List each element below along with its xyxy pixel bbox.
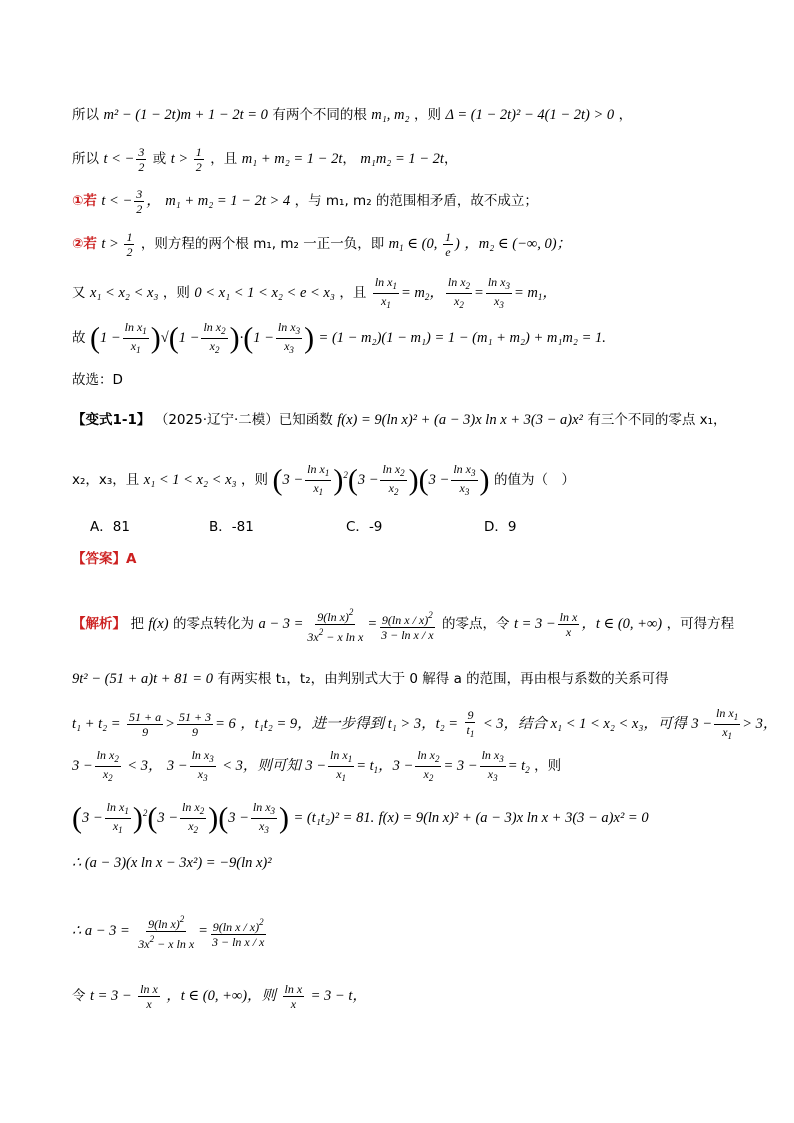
- text: 或: [152, 150, 167, 167]
- text: ，t ∈ (0, +∞)，则: [166, 987, 277, 1004]
- a-expression: a − 3 = $\frac{9(\ln x)^2}{3x^2 - x \ln x}$ = $\frac{9(\ln x / x)^2}{\text{3 − ln x / x}}$: [258, 607, 434, 644]
- text: 有两实根 t₁，t₂，由判别式大于 0 解得 a 的范围，再由根与系数的关系可得: [217, 671, 669, 687]
- result: = (1 − m₂)(1 − m₁) = 1 − (m₁ + m₂) + m₁m₂ = 1.: [318, 329, 606, 346]
- equation: m² − (1 − 2t)m + 1 − 2t = 0: [103, 107, 268, 123]
- answer-tag: 【答案】: [72, 551, 126, 567]
- analysis-line4: 3 − $\frac{\ln x_2}{x_2}$ < 3， 3 − $\frac{\ln x_3}{x_3}$ < 3，则可知 3 − $\frac{\ln x_1}{x_1}$ = $t_1$，3 − $\frac{\ln x_2}{x_2}$ = 3 − $\frac{\ln x_3}{x_3}$ = $t_2$ ，则: [72, 748, 562, 783]
- text: ，则: [162, 284, 190, 301]
- option-c: C．-9: [346, 519, 383, 535]
- text: < 3，: [127, 757, 163, 774]
- text: ，则: [414, 107, 442, 123]
- text: 有两个不同的根: [272, 107, 367, 123]
- answer-line: [72, 552, 136, 567]
- line-conclusion-product: [72, 320, 606, 357]
- text: t = 3 −: [89, 987, 132, 1004]
- text: 所以: [72, 150, 99, 167]
- product-expression: (1 − $\frac{\ln x_1}{x_1}$ )√(1 − $\frac{\ln x_2}{x_2}$ )·(1 − $\frac{\ln x_3}{x_3}$ ): [89, 320, 315, 355]
- m1-range: $m_1$ ∈ (0, $\frac{1}{e}$ ): [388, 230, 460, 259]
- text: ，t₁t₂ = 9，进一步得到 t₁ > 3，t₂ =: [240, 715, 459, 732]
- discriminant: Δ = (1 − 2t)² − 4(1 − 2t) > 0: [445, 107, 615, 123]
- text: 所以: [72, 107, 99, 123]
- text: 又: [72, 284, 86, 301]
- text: 的零点转化为: [172, 615, 254, 632]
- option-a: A．81: [90, 519, 130, 535]
- option-d: D．9: [484, 519, 517, 535]
- analysis-line2: [72, 672, 669, 687]
- function: f(x) = 9(ln x)² + (a − 3)x ln x + 3(3 − a)x²: [337, 412, 583, 428]
- inequality: x₁ < x₂ < x₃: [89, 284, 159, 301]
- analysis-line8: 令 t = 3 − $\frac{\text{ln x}}{x}$ ，t ∈ (0, +∞)，则 $\frac{\text{ln x}}{x}$ = 3 − t，: [72, 982, 367, 1011]
- t-range-upper: t > $\frac{1}{2}$: [170, 145, 202, 174]
- roots: m₁, m₂: [371, 107, 410, 123]
- analysis-tag: 【解析】: [72, 615, 126, 632]
- text: ，则: [241, 471, 269, 488]
- text: 的值为（ ）: [493, 471, 575, 488]
- text: ∴ a − 3 =: [72, 922, 130, 939]
- equation: m₁ + m₂ = 1 − 2t > 4: [165, 192, 291, 209]
- text: 把: [130, 615, 144, 632]
- product-equation: m₁m₂ = 1 − 2t: [360, 150, 444, 167]
- t-range-lower: t < − $\frac{3}{2}$: [103, 145, 145, 174]
- line-t-range: 所以 t < − $\frac{3}{2}$ 或 t > $\frac{1}{2}$ ，且 m₁ + m₂ = 1 − 2t， m₁m₂ = 1 − 2t，: [72, 145, 458, 174]
- line-x-order: [72, 275, 557, 312]
- text: = 3 − t，: [310, 987, 367, 1004]
- analysis-line3: t₁ + t₂ = $\frac{51 + a}{9}$ > $\frac{51 + 3}{9}$ = 6 ，t₁t₂ = 9，进一步得到 t₁ > 3，t₂ = $\frac{9}{t_1}$ < 3，结合 x₁ < 1 < x₂ < x₃，可得 3 − $\frac{\ln x_1}{x_1}$ > 3，: [72, 706, 778, 741]
- case-two-cond: t > $\frac{1}{2}$: [101, 230, 133, 259]
- t-definition: t = 3 − $\frac{\text{ln x}}{x}$ ，t ∈ (0, +∞): [513, 610, 663, 639]
- text: ，: [618, 107, 633, 123]
- text: 的零点，令: [441, 615, 510, 632]
- function: f(x) = 9(ln x)² + (a − 3)x ln x + 3(3 − a)x² = 0: [378, 809, 649, 826]
- target-expression: (3 − $\frac{\ln x_1}{x_1}$ )$^2$(3 − $\frac{\ln x_2}{x_2}$ )(3 − $\frac{\ln x_3}{x_3}$ ): [272, 462, 490, 497]
- variant-problem-line1: [72, 413, 727, 428]
- inequality: 0 < x₁ < 1 < x₂ < e < x₃: [194, 284, 335, 301]
- analysis-line1: 【解析】 把 f(x) 的零点转化为 a − 3 = $\frac{9(\ln x)^2}{3x^2 - x \ln x}$ = $\frac{9(\ln x / x)^2}{\text{3 − ln x / x}}$ 的零点，令 t = 3 − $\frac{\text{ln x}}{x}$ ，t ∈ (0, +∞) ，可得方程: [72, 607, 735, 644]
- text: ，且: [210, 150, 238, 167]
- case-marker: ①若: [72, 192, 97, 209]
- sum: t₁ + t₂ =: [72, 715, 121, 732]
- text: x₂，x₃，且: [72, 471, 140, 488]
- case-marker: ②若: [72, 235, 97, 252]
- text: ，与 m₁, m₂ 的范围相矛盾，故不成立；: [294, 192, 538, 209]
- line-roots-condition: [72, 108, 632, 123]
- case-one-cond: t < − $\frac{3}{2}$ ，: [101, 187, 161, 216]
- text: 有三个不同的零点 x₁，: [587, 412, 727, 428]
- text: （2025·辽宁·二模）已知函数: [154, 412, 333, 428]
- text: < 3，结合 x₁ < 1 < x₂ < x₃，可得: [482, 715, 687, 732]
- variant-problem-line2: [72, 462, 575, 499]
- result: = (t₁t₂)² = 81.: [293, 809, 375, 826]
- line-case-one: [72, 187, 538, 216]
- analysis-line5: (3 − $\frac{\ln x_1}{x_1}$ )$^2$(3 − $\frac{\ln x_2}{x_2}$ )(3 − $\frac{\ln x_3}{x_3}$ ) = (t₁t₂)² = 81. f(x) = 9(ln x)² + (a − 3)x ln x + 3(3 − a)x² = 0: [72, 800, 649, 835]
- analysis-line7: ∴ a − 3 = $\frac{9(\ln x)^2}{3x^2 - x \ln x}$ = $\frac{9(\ln x / x)^2}{\text{3 − ln x / x}}$: [72, 914, 265, 951]
- text: 令: [72, 987, 86, 1004]
- line-case-two: [72, 230, 571, 259]
- text: ，可得方程: [666, 615, 735, 632]
- inequality: x₁ < 1 < x₂ < x₃: [143, 471, 237, 488]
- variant-tag: 【变式1-1】: [72, 412, 151, 428]
- ratio-relations: $\frac{\ln x_1}{x_1}$ = $m_2$， $\frac{\ln x_2}{x_2}$ = $\frac{\ln x_3}{x_3}$ = $m_1$，: [374, 275, 557, 310]
- option-b: B．-81: [209, 519, 254, 535]
- text: < 3，则可知: [222, 757, 301, 774]
- text: ，则: [534, 757, 562, 774]
- quadratic: 9t² − (51 + a)t + 81 = 0: [72, 671, 213, 687]
- answer-choice-line: 故选：D: [72, 372, 123, 388]
- analysis-line6: ∴ (a − 3)(x ln x − 3x²) = −9(ln x)²: [72, 855, 272, 871]
- m2-range: ，m₂ ∈ (−∞, 0)；: [464, 235, 572, 252]
- answer-value: A: [126, 551, 137, 567]
- text: 故: [72, 329, 86, 346]
- text: ，则方程的两个根 m₁, m₂ 一正一负，即: [140, 235, 385, 252]
- text: ，且: [339, 284, 367, 301]
- sum-equation: m₁ + m₂ = 1 − 2t: [241, 150, 343, 167]
